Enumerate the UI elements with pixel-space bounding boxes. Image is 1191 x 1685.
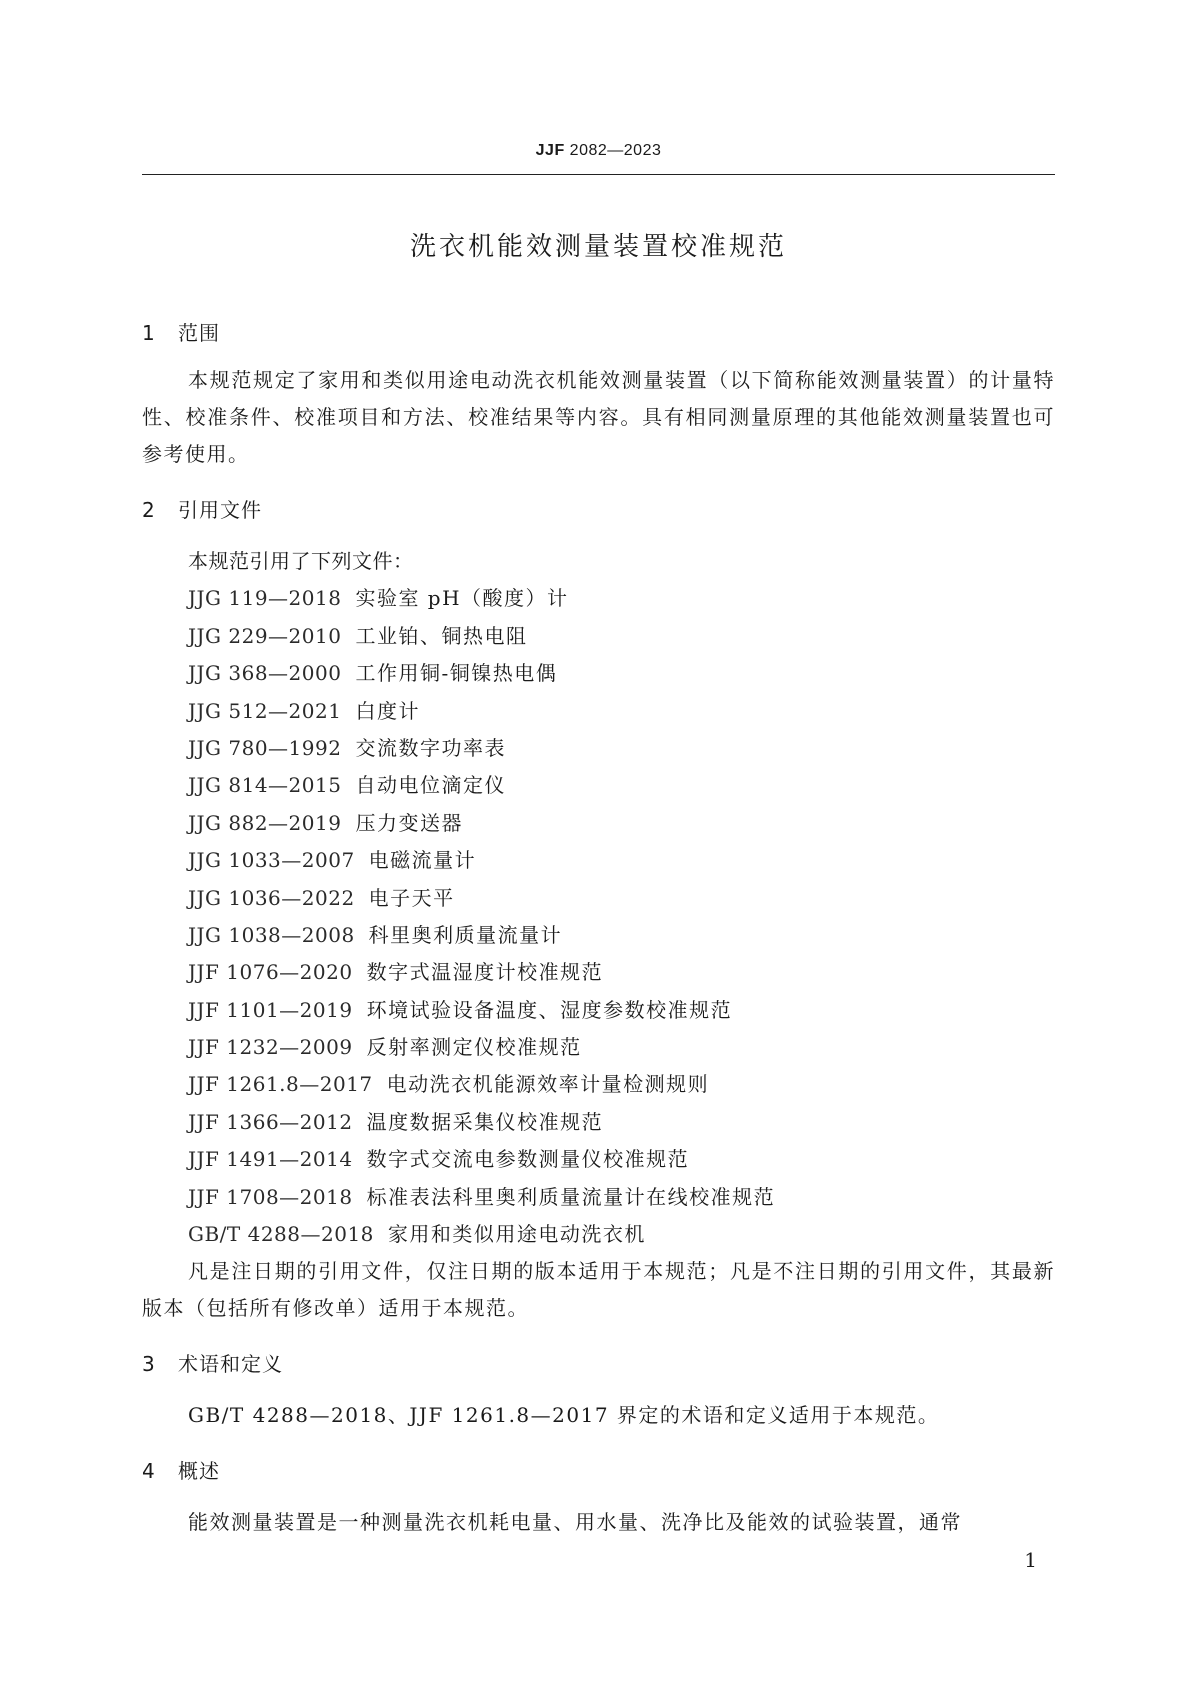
section-title: 概述 (178, 1459, 220, 1484)
section-title: 术语和定义 (178, 1352, 283, 1377)
reference-name: 家用和类似用途电动洗衣机 (387, 1222, 646, 1247)
reference-name: 标准表法科里奥利质量流量计在线校准规范 (366, 1184, 776, 1209)
reference-code: GB/T 4288—2018 (188, 1222, 374, 1247)
reference-item (188, 655, 1055, 692)
header-code-prefix: JJF (535, 142, 565, 159)
reference-name: 电磁流量计 (368, 848, 477, 873)
reference-code: JJG 780—1992 (188, 735, 342, 760)
reference-name: 交流数字功率表 (355, 735, 506, 760)
section-heading-scope (142, 318, 1055, 348)
reference-code: JJG 1036—2022 (188, 885, 355, 910)
reference-code: JJG 882—2019 (188, 810, 342, 835)
reference-name: 电动洗衣机能源效率计量检测规则 (386, 1072, 710, 1097)
reference-name: 工业铂、铜热电阻 (355, 623, 528, 648)
reference-code: JJF 1232—2009 (188, 1035, 353, 1060)
scope-paragraph: 本规范规定了家用和类似用途电动洗衣机能效测量装置（以下简称能效测量装置）的计量特性、校准条件、校准项目和方法、校准结果等内容。具有相同测量原理的其他能效测量装置也可参考使用。 (142, 368, 1055, 466)
reference-item (188, 767, 1055, 804)
reference-item (188, 1066, 1055, 1103)
reference-item (188, 954, 1055, 991)
reference-code: JJG 368—2000 (188, 661, 342, 686)
reference-item (188, 917, 1055, 954)
reference-name: 自动电位滴定仪 (355, 773, 506, 798)
section-heading-references (142, 495, 1055, 525)
reference-code: JJG 1033—2007 (188, 848, 355, 873)
reference-item (188, 842, 1055, 879)
reference-code: JJF 1076—2020 (188, 960, 353, 985)
reference-code: JJF 1491—2014 (188, 1147, 353, 1172)
reference-item (188, 618, 1055, 655)
document-header (142, 142, 1055, 160)
overview-paragraph: 能效测量装置是一种测量洗衣机耗电量、用水量、洗净比及能效的试验装置，通常 (188, 1510, 962, 1535)
reference-item (188, 1141, 1055, 1178)
reference-item (188, 693, 1055, 730)
reference-name: 环境试验设备温度、湿度参数校准规范 (366, 997, 733, 1022)
section-number: 2 (142, 498, 155, 522)
document-title: 洗衣机能效测量装置校准规范 (409, 232, 787, 262)
reference-item (188, 1179, 1055, 1216)
reference-code: JJG 512—2021 (188, 698, 342, 723)
section-title: 范围 (178, 321, 220, 345)
reference-item (188, 805, 1055, 842)
reference-name: 温度数据采集仪校准规范 (366, 1109, 604, 1134)
header-rule (142, 174, 1055, 175)
reference-code: JJF 1261.8—2017 (188, 1072, 373, 1097)
reference-name: 科里奥利质量流量计 (368, 922, 563, 947)
reference-code: JJF 1708—2018 (188, 1184, 353, 1209)
reference-name: 反射率测定仪校准规范 (366, 1035, 582, 1060)
section-heading-terms (142, 1349, 1055, 1379)
reference-name: 数字式温湿度计校准规范 (366, 960, 604, 985)
reference-item (188, 730, 1055, 767)
reference-intro: 本规范引用了下列文件： (188, 549, 414, 573)
document-body (142, 318, 1055, 1541)
reference-code: JJG 1038—2008 (188, 922, 355, 947)
header-code-number: 2082—2023 (569, 142, 662, 159)
reference-item (188, 1104, 1055, 1141)
section-number: 4 (142, 1459, 155, 1484)
reference-code: JJF 1101—2019 (188, 997, 353, 1022)
reference-name: 白度计 (355, 698, 420, 723)
section-number: 1 (142, 321, 155, 345)
reference-name: 电子天平 (368, 885, 455, 910)
reference-name: 数字式交流电参数测量仪校准规范 (366, 1147, 690, 1172)
reference-item (188, 580, 1055, 617)
reference-list (142, 543, 1055, 1253)
section-number: 3 (142, 1352, 155, 1377)
reference-item (188, 880, 1055, 917)
references-closing-paragraph: 凡是注日期的引用文件，仅注日期的版本适用于本规范；凡是不注日期的引用文件，其最新版本（包括所有修改单）适用于本规范。 (142, 1259, 1055, 1321)
reference-code: JJF 1366—2012 (188, 1109, 353, 1134)
reference-item (188, 1029, 1055, 1066)
reference-code: JJG 814—2015 (188, 773, 342, 798)
reference-code: JJG 229—2010 (188, 623, 342, 648)
reference-name: 实验室 pH（酸度）计 (355, 586, 569, 611)
reference-code: JJG 119—2018 (188, 586, 342, 611)
reference-name: 压力变送器 (355, 810, 463, 835)
page-number: 1 (1024, 1548, 1037, 1572)
reference-item (188, 1216, 1055, 1253)
section-heading-overview (142, 1456, 1055, 1486)
reference-item (188, 992, 1055, 1029)
section-title: 引用文件 (178, 498, 262, 522)
reference-name: 工作用铜-铜镍热电偶 (355, 661, 558, 686)
terms-paragraph: GB/T 4288—2018、JJF 1261.8—2017 界定的术语和定义适用于本规范。 (188, 1403, 940, 1428)
